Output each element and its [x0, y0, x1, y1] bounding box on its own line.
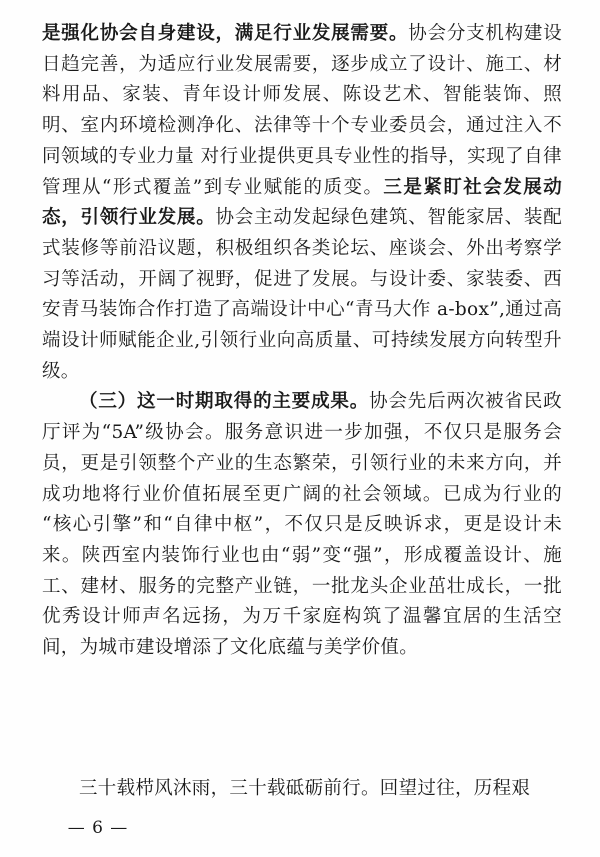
paragraph-text-3: 协会主动发起绿色建筑、智能家居、装配式装修等前沿议题，积极组织各类论坛、座谈会、外出考察学习等活动，开阔了视野，促进了发展。与设计委、家装委、西安青马装饰合作打造了高端设计中心“青马大作 a-box”,通过高端设计师赋能企业,引领行业向高质量、可持续发展方向转型升级。	[42, 207, 563, 382]
paragraph-achievements-2-3	[42, 19, 562, 387]
paragraph-results-text: 协会先后两次被省民政厅评为“5A”级协会。服务意识进一步加强，不仅只是服务会员，更是引领整个产业的生态繁荣，引领行业的未来方向，并成功地将行业价值拓展至更广阔的社会领域。已成为行业的 “核心引擎”和“自律中枢”，不仅只是反映诉求，更是设计未来。陕西室内装饰行业也由“弱”变“强”，形成覆盖设计、施工、建材、服务的完整产业链，一批龙头企业茁壮成长，一批优秀设计师声名远扬，为万千家庭构筑了温馨宜居的生活空间，为城市建设增添了文化底蕴与美学价值。	[42, 391, 562, 659]
paragraph-main-results	[42, 387, 562, 663]
bold-lead-2: 是强化协会自身建设，满足行业发展需要。	[42, 23, 409, 44]
page-number: — 6 —	[67, 818, 129, 838]
section-heading-3: （三）这一时期取得的主要成果。	[79, 391, 370, 413]
closing-line: 三十载栉风沐雨，三十载砥砺前行。回望过往，历程艰	[79, 778, 531, 799]
document-body	[42, 19, 562, 664]
paragraph-text-2: 协会分支机构建设日趋完善，为适应行业发展需要，逐步成立了设计、施工、材料用品、家装、青年设计师发展、陈设艺术、智能装饰、照明、室内环境检测净化、法律等十个专业委员会，通过注入不同领域的专业力量 对行业提供更具专业性的指导，实现了自律管理从“形式覆盖”到专业赋能的质变。	[42, 23, 563, 198]
bold-lead-3: 三是紧盯社会发展动态，引领行业发展。	[42, 176, 562, 229]
